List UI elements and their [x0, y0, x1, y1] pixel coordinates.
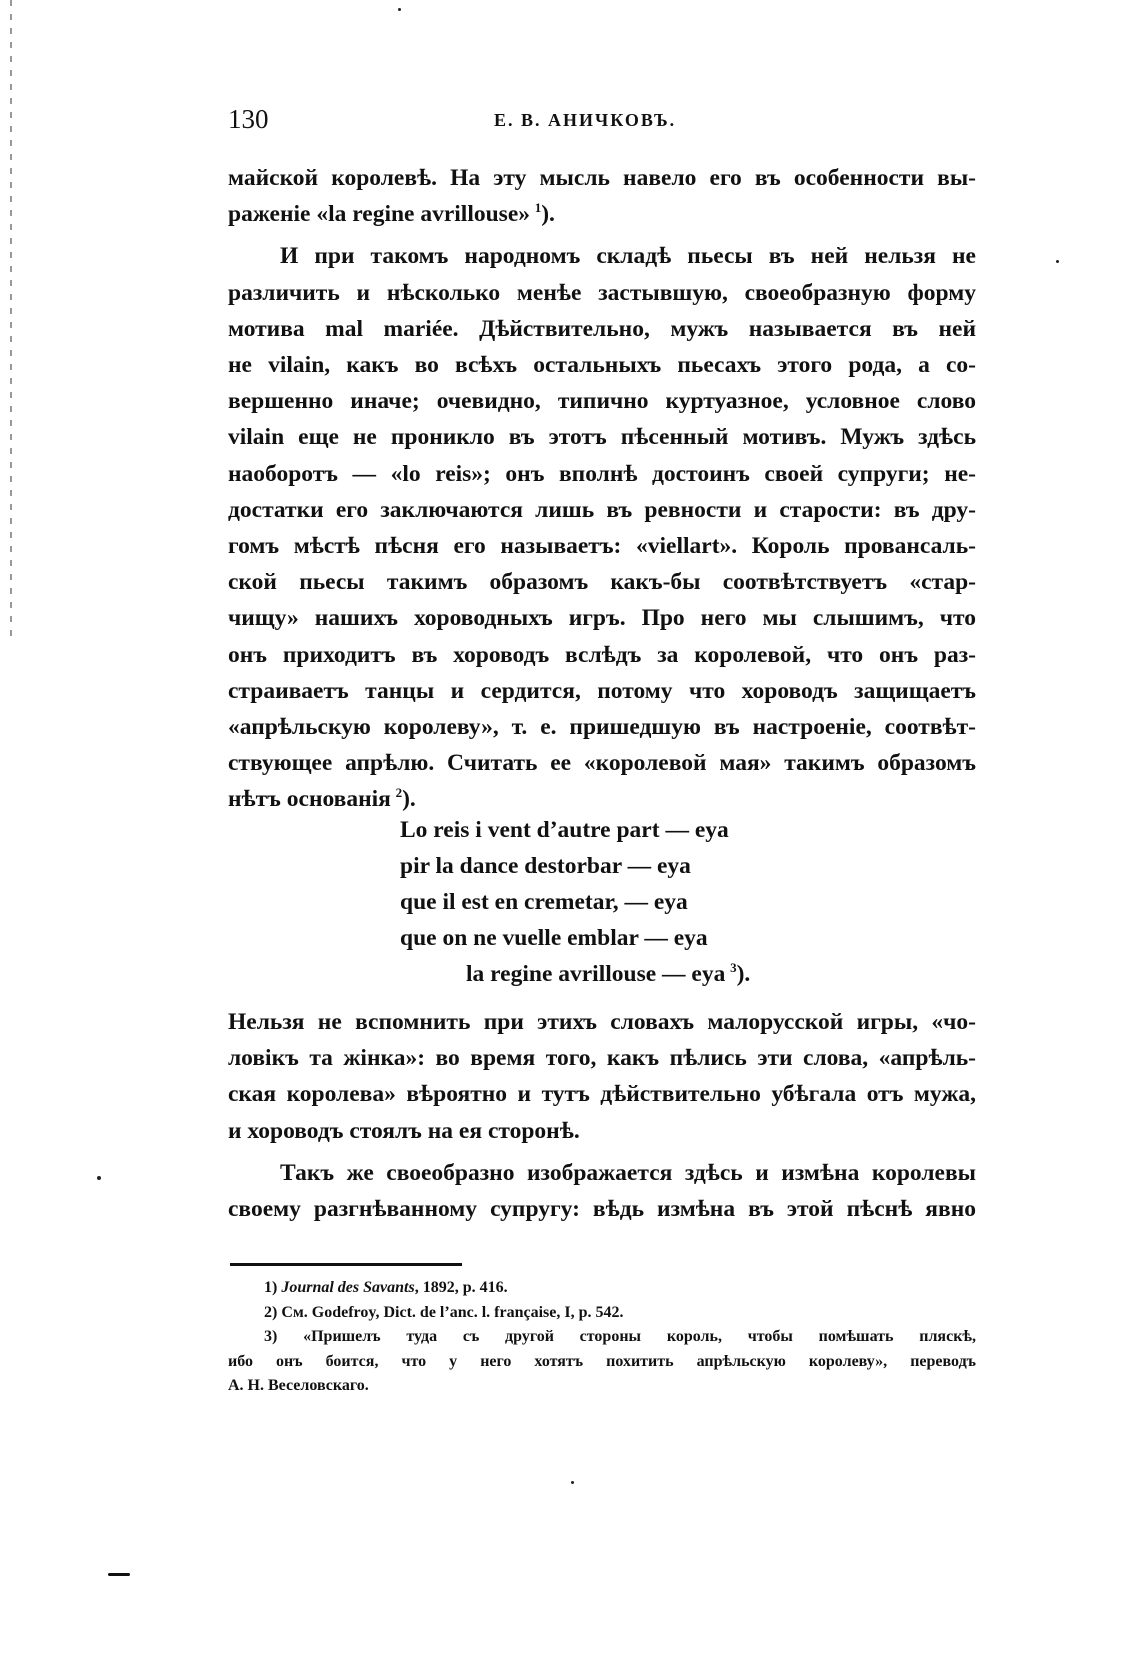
text-line: раженіе «la regine avrillouse» $^1$). [228, 200, 555, 228]
verse-line: pir la dance destorbar — eya [400, 853, 691, 879]
text-line: «апрѣльскую королеву», т. е. пришедшую въ настроеніе, соотвѣт- [228, 714, 976, 741]
text-line: ская королева» вѣроятно и тутъ дѣйствительно убѣгала отъ мужа, [228, 1081, 976, 1108]
text-line: ловікъ та жінка»: во время того, какъ пѣлись эти слова, «апрѣль- [228, 1045, 976, 1072]
footnotes [228, 1276, 976, 1399]
footnote-ref-2[interactable]: 2 [395, 785, 403, 801]
scan-speck [1056, 260, 1059, 263]
scan-speck [97, 1176, 101, 1180]
scan-binding-edge [10, 0, 12, 640]
paragraph-1 [228, 160, 976, 232]
text-line: онъ приходитъ въ хороводъ вслѣдъ за королевой, что онъ раз- [228, 641, 976, 668]
scan-speck [571, 1481, 574, 1484]
scan-speck [398, 8, 401, 11]
verse-line: que on ne vuelle emblar — eya [400, 925, 708, 951]
footnote-ref-1[interactable]: 1 [534, 200, 542, 216]
paragraph-2 [228, 238, 976, 817]
text-line: не vilain, какъ во всѣхъ остальныхъ пьесахъ этого рода, а со- [228, 352, 976, 379]
footnote-1: 1) Journal des Savants, 1892, p. 416. [264, 1279, 508, 1296]
text-line: страиваетъ танцы и сердится, потому что хороводъ защищаетъ [228, 677, 976, 704]
text-line: И при такомъ народномъ складѣ пьесы въ ней нельзя не [280, 243, 976, 270]
main-text-continued [228, 1004, 976, 1227]
paragraph-4 [228, 1155, 976, 1227]
text-line: вершенно иначе; очевидно, типично куртуазное, условное слово [228, 388, 976, 415]
running-head: Е. В. АНИЧКОВЪ. [494, 110, 677, 130]
verse-line: que il est en cremetar, — eya [400, 889, 688, 915]
text-line: Такъ же своеобразно изображается здѣсь и измѣна королевы [280, 1159, 976, 1186]
text-line: vilain еще не проникло въ этотъ пѣсенный мотивъ. Мужъ здѣсь [228, 424, 976, 451]
page-header [228, 104, 968, 144]
footnote-ref-3[interactable]: 3 [730, 960, 737, 975]
text-line: майской королевѣ. На эту мысль навело его въ особенности вы- [228, 165, 976, 191]
text-line: нѣтъ основанія $^2$). [228, 785, 416, 813]
footnote-3: 3) «Пришелъ туда съ другой стороны король, чтобы помѣшать пляскѣ, [264, 1328, 977, 1345]
footnote-separator [230, 1263, 462, 1266]
main-text [228, 160, 976, 818]
footnote-3-continuation: А. Н. Веселовскаго. [228, 1377, 369, 1394]
text-line: ской пьесы такимъ образомъ какъ-бы соотвѣтствуетъ «стар- [228, 569, 976, 596]
text-line: ствующее апрѣлю. Считать ее «королевой мая» такимъ образомъ [228, 750, 976, 777]
text-line: наоборотъ — «lo reis»; онъ вполнѣ достоинъ своей супруги; не- [228, 460, 976, 487]
text-line: Нельзя не вспомнить при этихъ словахъ малорусской игры, «чо- [228, 1009, 976, 1035]
verse-line: Lo reis i vent d’autre part — eya [400, 817, 729, 843]
page-number: 130 [228, 104, 269, 134]
paragraph-3 [228, 1004, 976, 1149]
footnote-2: 2) См. Godefroy, Dict. de l’anc. l. française, I, p. 542. [264, 1303, 624, 1321]
text-line: достатки его заключаются лишь въ ревности и старости: въ дру- [228, 496, 976, 523]
text-line: гомъ мѣстѣ пѣсня его называетъ: «viellart». Король провансаль- [228, 533, 976, 560]
text-line: чищу» нашихъ хороводныхъ игръ. Про него мы слышимъ, что [228, 605, 976, 632]
text-line: своему разгнѣванному супругу: вѣдь измѣна въ этой пѣснѣ явно [228, 1196, 976, 1223]
text-line: различить и нѣсколько менѣе застывшую, своеобразную форму [228, 279, 976, 306]
verse-line: la regine avrillouse — eya $^3$). [466, 960, 751, 987]
footnote-3-continuation: ибо онъ боится, что у него хотятъ похитить апрѣльскую королеву», переводъ [228, 1352, 976, 1370]
text-line: мотива mal mariée. Дѣйствительно, мужъ называется въ ней [228, 315, 976, 342]
text-line: и хороводъ стоялъ на ея сторонѣ. [228, 1117, 580, 1144]
verse-quotation [400, 812, 750, 992]
scan-mark [108, 1573, 130, 1576]
